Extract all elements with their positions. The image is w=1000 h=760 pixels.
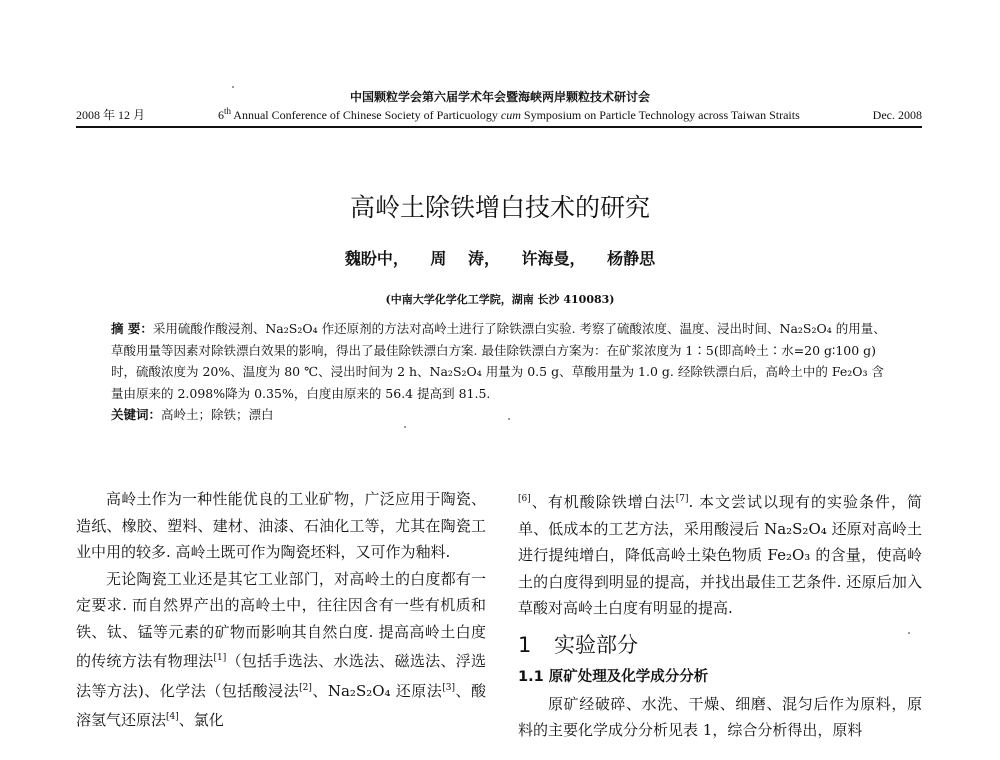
paragraph-intro: 高岭土作为一种性能优良的工业矿物，广泛应用于陶瓷、造纸、橡胶、塑料、建材、油漆、石油化工等，尤其在陶瓷工业中用的较多. 高岭土既可作为陶瓷坯料，又可作为釉料.: [76, 490, 486, 561]
header-conf-ordinal: 6: [217, 108, 224, 122]
header-conf-part-b: Symposium on Particle Technology across Taiwan Straits: [520, 108, 800, 122]
para-text: 无论陶瓷工业还是其它工业部门，对高岭土的白度都有一定要求. 而自然界产出的高岭土中，往往因含有一些有机质和铁、钛、锰等元素的矿物而影响其自然白度. 提高高岭土白度的传统方法有物理法: [76, 569, 486, 670]
section-title: 实验部分: [554, 632, 638, 657]
abstract: [111, 318, 891, 426]
scan-speck: [404, 426, 406, 428]
running-header: [76, 106, 922, 123]
para-text: （包括手选法、水选法、磁选法、浮选法等方法)、化学法（包括酸浸法: [76, 652, 486, 700]
authors: 魏盼中， 周 涛， 许海曼， 杨静思: [344, 249, 656, 268]
para-text: 、酸溶氢气还原法: [76, 681, 486, 729]
header-date-en: Dec. 2008: [872, 108, 922, 122]
conference-title-cn: 中国颗粒学会第六届学术年会暨海峡两岸颗粒技术研讨会: [349, 90, 650, 104]
section-heading: [518, 632, 922, 659]
citation-7: [7]: [675, 494, 689, 504]
abstract-body: [111, 318, 891, 404]
header-rule: [76, 126, 922, 128]
keywords: [111, 404, 891, 426]
paragraph-whiteness: [76, 566, 486, 734]
body-column-right: [518, 486, 922, 744]
header-conf-cum: cum: [500, 108, 521, 122]
affiliation: (中南大学化学化工学院，湖南 长沙 410083): [385, 293, 615, 306]
para-text: 、有机酸除铁增白法: [530, 493, 676, 511]
para-text: 、Na₂S₂O₄ 还原法: [311, 681, 443, 700]
header-conf-ordinal-sup: th: [223, 106, 231, 116]
abstract-text: 采用硫酸作酸浸剂、Na₂S₂O₄ 作还原剂的方法对高岭土进行了除铁漂白实验. 考察了硫酸浓度、温度、浸出时间、Na₂S₂O₄ 的用量、草酸用量等因素对除铁漂白效果的影响，得出了最佳除铁漂白方案. 最佳除铁漂白方案为：在矿浆浓度为 1∶5(即高岭土∶水=20 g∶100 g)时，硫酸浓度为 20%、温度为 80 ℃、浸出时间为 2 h、Na₂S₂O₄ 用量为 0.5 g、草酸用量为 1.0 g. 经除铁漂白后，高岭土中的 Fe₂O₃ 含量由原来的 2.098%降为 0.35%，白度由原来的 56.4 提高到 81.5.: [111, 321, 886, 401]
para-text: 、氯化: [178, 711, 224, 729]
paragraph-raw-ore: 原矿经破碎、水洗、干燥、细磨、混匀后作为原料，原料的主要化学成分分析见表 1，综合分析得出，原料: [518, 694, 922, 739]
subsection-heading: 1.1 原矿处理及化学成分分析: [518, 669, 709, 685]
scan-speck: [908, 632, 910, 634]
scan-speck: [508, 418, 510, 420]
body-column-left: [76, 486, 486, 734]
header-date-cn: 2008 年 12 月: [76, 108, 146, 122]
citation-6: [6]: [518, 494, 531, 504]
keywords-label: 关键词：: [111, 407, 162, 422]
citation-4: [4]: [166, 712, 179, 722]
header-conf-part-a: Annual Conference of Chinese Society of Particuology: [230, 108, 501, 122]
paragraph-continued: [518, 486, 922, 622]
citation-2: [2]: [299, 682, 312, 693]
citation-3: [3]: [442, 682, 456, 693]
keywords-text: 高岭土；除铁；漂白: [161, 407, 274, 422]
para-text: . 本文尝试以现有的实验条件，简单、低成本的工艺方法，采用酸浸后 Na₂S₂O₄ 还原对高岭土进行提纯增白，降低高岭土染色物质 Fe₂O₃ 的含量，使高岭土的白度得到明显的提高，并找出最佳工艺条件. 还原后加入草酸对高岭土白度有明显的提高.: [518, 493, 922, 617]
section-number: 1: [518, 632, 532, 657]
header-conference-en: [218, 106, 800, 123]
abstract-label: 摘 要：: [111, 321, 153, 336]
citation-1: [1]: [213, 653, 227, 663]
paper-title: 高岭土除铁增白技术的研究: [349, 193, 650, 222]
